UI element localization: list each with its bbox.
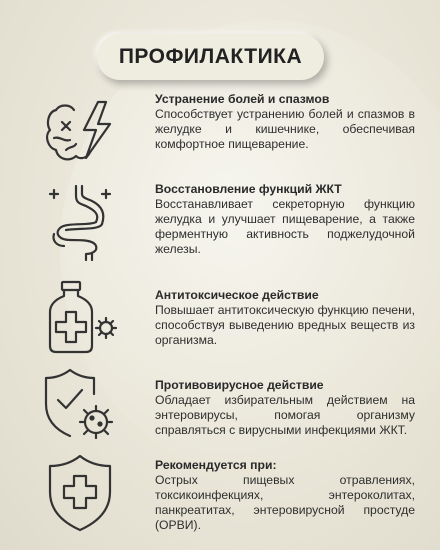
title-badge [97, 34, 324, 80]
benefit-text-block [155, 92, 415, 152]
benefit-heading: Восстановление функций ЖКТ [155, 182, 342, 196]
benefit-heading: Антитоксическое действие [155, 288, 319, 302]
benefit-heading: Противовирусное действие [155, 378, 324, 392]
benefit-description: Восстанавливает секреторную функцию желудка и улучшает пищеварение, а также ферментную активность поджелудочной железы. [155, 197, 415, 256]
benefit-text-block [155, 182, 415, 257]
page-title: ПРОФИЛАКТИКА [118, 45, 303, 68]
benefit-description: Повышает антитоксическую функцию печени, способствуя выведению вредных веществ из организма. [155, 303, 415, 347]
intestine-icon [40, 182, 120, 262]
recommendation-heading: Рекомендуется при: [155, 458, 277, 472]
cramp-lightning-icon [40, 96, 120, 176]
shield-cross-icon [40, 452, 120, 532]
benefit-description: Способствует устранению болей и спазмов в желудке и кишечнике, обеспечивая комфортное пищеварение. [155, 107, 415, 151]
benefit-text-block [155, 378, 415, 438]
shield-virus-icon [40, 366, 120, 446]
benefit-heading: Устранение болей и спазмов [155, 92, 330, 106]
recommendation-text-block [155, 458, 415, 533]
benefit-description: Обладает избирательным действием на энтеровирусы, помогая организму справляться с вирусными инфекциями ЖКТ. [155, 393, 415, 437]
benefit-text-block [155, 288, 415, 348]
medicine-bottle-virus-icon [40, 278, 120, 358]
recommendation-description: Острых пищевых отравлениях, токсикоинфекциях, энтероколитах, панкреатитах, энтеровирусной простуде (ОРВИ). [155, 473, 415, 532]
